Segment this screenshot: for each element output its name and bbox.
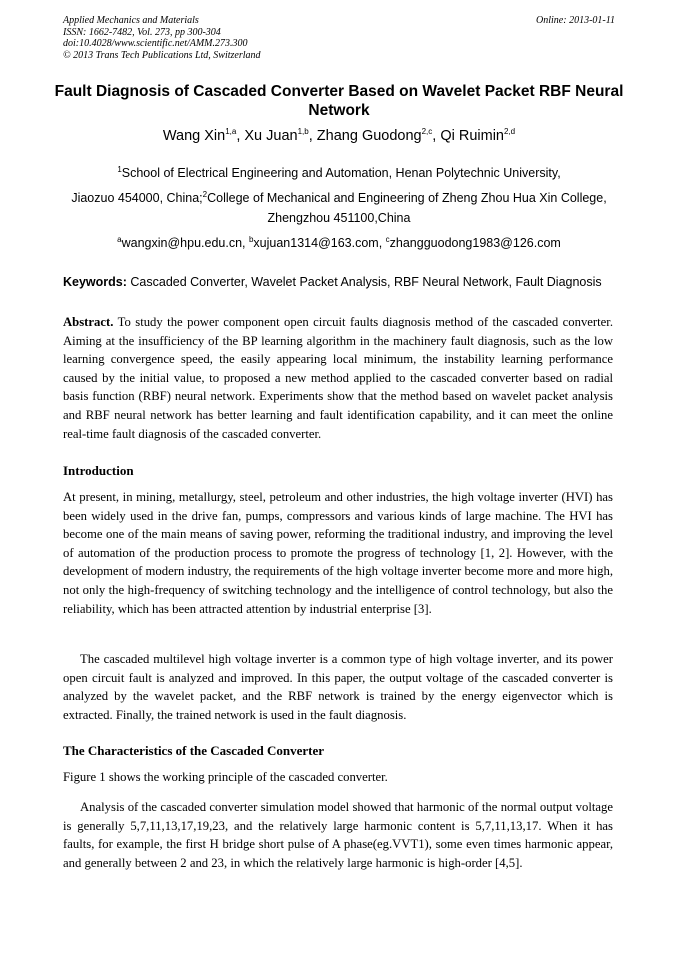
journal-name: Applied Mechanics and Materials xyxy=(63,15,199,26)
author-name: Xu Juan xyxy=(244,128,298,144)
introduction-paragraph-1: At present, in mining, metallurgy, steel, petroleum and other industries, the high voltage inverter (HVI) has been widely used in the drive fan, pumps, compressors and various kinds of large machine. The HVI has become one of the main means of saving power, reforming the traditional industry, and improving the level of automation of the production process to promote the progress of technology [1, 2]. However, with the development of modern industry, the requirements of the high voltage inverter become more and more high, not only the high-frequency of switching technology and the intelligence of control technology, but also the reliability, which has been attracted attention by industrial enterprise [3]. xyxy=(63,490,613,616)
keywords-label: Keywords: xyxy=(63,275,127,289)
author-sup: 2,d xyxy=(504,127,516,137)
author-sup: 1,b xyxy=(297,127,309,137)
author-name: Zhang Guodong xyxy=(316,128,422,144)
page-header xyxy=(63,15,615,61)
email-c: zhangguodong1983@126.com xyxy=(389,236,561,250)
characteristics-paragraph-1: Figure 1 shows the working principle of the cascaded converter. xyxy=(63,770,388,784)
author-list: Wang Xin$^{1,a}$, Xu Juan$^{1,b}$, Zhang Guodong$^{2,c}$, Qi Ruimin$^{2,d}$ xyxy=(162,127,516,144)
online-date: Online: 2013-01-11 xyxy=(536,15,615,26)
email-a: wangxin@hpu.edu.cn, xyxy=(121,236,249,250)
keywords xyxy=(63,275,623,289)
characteristics-heading: The Characteristics of the Cascaded Converter xyxy=(63,743,325,758)
abstract-label: Abstract. xyxy=(63,315,114,329)
journal-info xyxy=(63,15,615,61)
email-b: xujuan1314@163.com, xyxy=(253,236,386,250)
author-name: Wang Xin xyxy=(162,128,226,144)
issn-line: ISSN: 1662-7482, Vol. 273, pp 300-304 xyxy=(63,26,221,38)
author-name: Qi Ruimin xyxy=(440,128,504,144)
keywords-text: Cascaded Converter, Wavelet Packet Analysis, RBF Neural Network, Fault Diagnosis xyxy=(130,275,602,289)
author-sup: 1,a xyxy=(225,127,237,137)
affiliation-line-3: Zhengzhou 451100,China xyxy=(267,211,411,225)
characteristics-paragraph-2: Analysis of the cascaded converter simulation model showed that harmonic of the normal output voltage is generally 5,7,11,13,17,19,23, and the relatively large harmonic content is 5,7,11,13,17. When it has faults, for example, the first H bridge short pulse of A phase(eg.VVT1), some even times harmonic appear, and generally between 2 and 23, in which the relatively large harmonic is high-order [4,5]. xyxy=(63,800,613,870)
email-line: $^a$wangxin@hpu.edu.cn, $^b$xujuan1314@163.com, $^c$zhangguodong1983@126.com xyxy=(117,234,561,250)
doi-line: doi:10.4028/www.scientific.net/AMM.273.300 xyxy=(63,38,248,49)
affiliation-line-1: $^1$School of Electrical Engineering and Automation, Henan Polytechnic University, xyxy=(117,164,561,180)
copyright-line: © 2013 Trans Tech Publications Ltd, Switzerland xyxy=(63,49,261,61)
abstract xyxy=(63,313,613,443)
paper-title: Fault Diagnosis of Cascaded Converter Based on Wavelet Packet RBF Neural Network xyxy=(54,83,624,119)
introduction-heading: Introduction xyxy=(63,463,134,478)
abstract-text: To study the power component open circuit faults diagnosis method of the cascaded converter. Aiming at the insufficiency of the BP learning algorithm in the machinery fault diagnosis, such as the low learning convergence speed, the easily appearing local minimum, the instability learning performance caused by the initial value, to proposed a new method applied to the cascaded converter based on radial basis function (RBF) neural network. Experiments show that the method based on wavelet packet analysis and RBF neural network has better learning and fault identification capability, and it can meet the online real-time fault diagnosis of the cascaded converter. xyxy=(63,315,614,441)
affiliation-line-2: Jiaozuo 454000, China;$^2$College of Mechanical and Engineering of Zheng Zhou Hua Xin College, xyxy=(71,189,607,205)
author-sup: 2,c xyxy=(421,127,433,137)
introduction-paragraph-2: The cascaded multilevel high voltage inverter is a common type of high voltage inverter, and its power open circuit fault is analyzed and improved. In this paper, the output voltage of the cascaded converter is analyzed by the wavelet packet, and the RBF network is trained by the energy eigenvector which is extracted. Finally, the trained network is used in the fault diagnosis. xyxy=(63,652,613,722)
